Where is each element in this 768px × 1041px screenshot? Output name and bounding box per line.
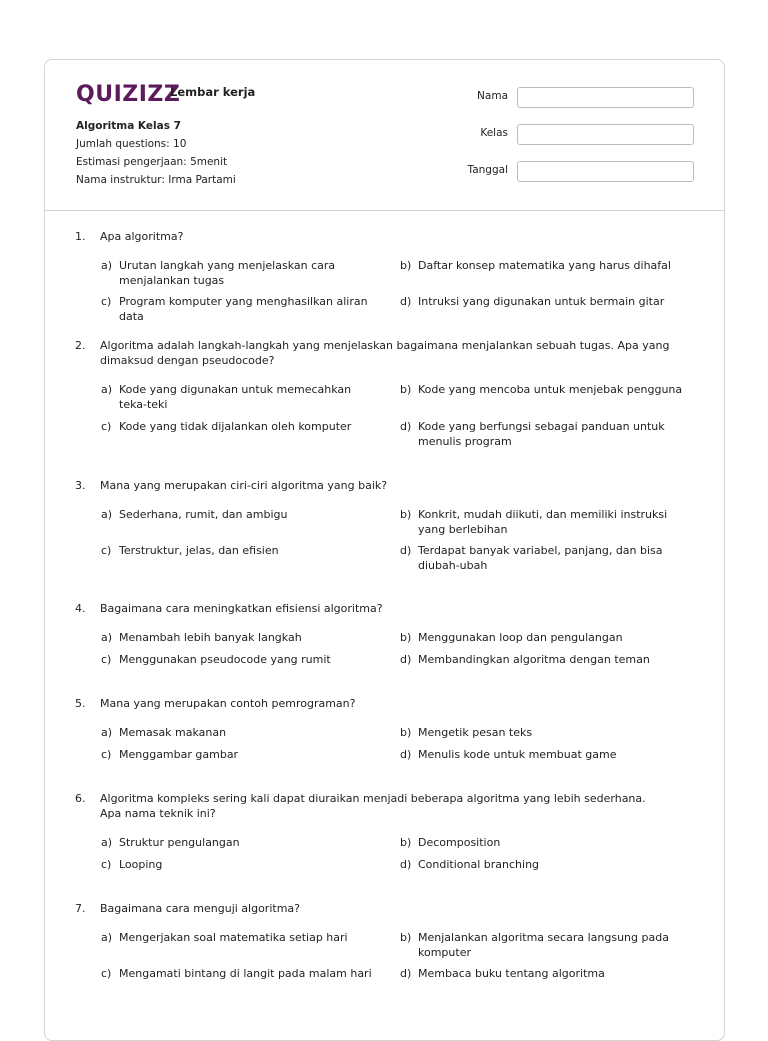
option-text: Sederhana, rumit, dan ambigu [119,508,288,521]
option-letter: b) [400,383,412,396]
option-letter: c) [101,653,112,666]
option-letter: c) [101,295,112,308]
option-text: Konkrit, mudah diikuti, dan memiliki instruksi yang berlebihan [418,508,668,536]
question-number: 7. [75,902,86,915]
question-text: Algoritma adalah langkah-langkah yang menjelaskan bagaimana menjalankan sebuah tugas. Apa yang dimaksud dengan pseudocode? [100,339,670,367]
option-text: Membandingkan algoritma dengan teman [418,653,650,666]
option-text: Membaca buku tentang algoritma [418,967,605,980]
option-letter: a) [101,383,113,396]
question-number: 6. [75,792,86,805]
question-number: 1. [75,230,86,243]
option-text: Mengamati bintang di langit pada malam hari [119,967,372,980]
option-letter: b) [400,726,412,739]
question-text: Mana yang merupakan ciri-ciri algoritma yang baik? [100,479,388,492]
question-count: Jumlah questions: 10 [76,138,187,150]
option-letter: a) [101,726,113,739]
option-letter: c) [101,858,112,871]
option-text: Menjalankan algoritma secara langsung pada komputer [418,931,669,959]
option-letter: b) [400,836,412,849]
option-text: Menambah lebih banyak langkah [119,631,302,644]
date-label: Tanggal [467,164,508,176]
name-field[interactable] [517,87,694,108]
option-text: Daftar konsep matematika yang harus dihafal [418,259,671,272]
option-letter: b) [400,508,412,521]
option-text: Mengetik pesan teks [418,726,533,739]
option-text: Decomposition [418,836,501,849]
name-label: Nama [477,90,508,102]
option-text: Urutan langkah yang menjelaskan cara menjalankan tugas [119,259,336,287]
option-letter: a) [101,259,113,272]
option-letter: b) [400,631,412,644]
option-text: Mengerjakan soal matematika setiap hari [119,931,348,944]
option-letter: d) [400,653,412,666]
option-letter: d) [400,295,412,308]
option-text: Struktur pengulangan [119,836,240,849]
option-letter: d) [400,967,412,980]
instructor-name: Nama instruktur: Irma Partami [76,174,236,186]
option-text: Kode yang digunakan untuk memecahkan teka-teki [119,383,352,411]
option-letter: a) [101,931,113,944]
question-text: Algoritma kompleks sering kali dapat diuraikan menjadi beberapa algoritma yang lebih sederhana. Apa nama teknik ini? [100,792,646,820]
option-text: Menggunakan pseudocode yang rumit [119,653,331,666]
question-number: 5. [75,697,86,710]
option-text: Kode yang berfungsi sebagai panduan untuk menulis program [418,420,665,448]
quizizz-logo: QUIZIZZ [76,82,181,107]
option-letter: a) [101,836,113,849]
question-number: 3. [75,479,86,492]
option-letter: b) [400,931,412,944]
option-letter: c) [101,544,112,557]
worksheet-header [45,60,724,211]
option-text: Conditional branching [418,858,540,871]
option-letter: d) [400,858,412,871]
option-text: Terdapat banyak variabel, panjang, dan bisa diubah-ubah [418,544,663,572]
option-text: Memasak makanan [119,726,227,739]
option-text: Intruksi yang digunakan untuk bermain gitar [418,295,665,308]
option-text: Program komputer yang menghasilkan aliran data [119,295,368,323]
option-letter: a) [101,508,113,521]
question-text: Bagaimana cara meningkatkan efisiensi algoritma? [100,602,383,615]
question-number: 2. [75,339,86,352]
worksheet-label: Lembar kerja [170,85,256,99]
date-field[interactable] [517,161,694,182]
option-letter: a) [101,631,113,644]
time-estimate: Estimasi pengerjaan: 5menit [76,156,228,168]
option-text: Menggunakan loop dan pengulangan [418,631,623,644]
class-field[interactable] [517,124,694,145]
option-letter: c) [101,967,112,980]
option-letter: d) [400,544,412,557]
option-text: Terstruktur, jelas, dan efisien [119,544,279,557]
worksheet-title: Algoritma Kelas 7 [76,120,181,132]
question-text: Bagaimana cara menguji algoritma? [100,902,300,915]
option-letter: b) [400,259,412,272]
question-text: Mana yang merupakan contoh pemrograman? [100,697,356,710]
option-text: Kode yang mencoba untuk menjebak pengguna [418,383,683,396]
option-text: Kode yang tidak dijalankan oleh komputer [119,420,352,433]
option-text: Looping [119,858,163,871]
class-label: Kelas [480,127,508,139]
option-letter: d) [400,420,412,433]
question-text: Apa algoritma? [100,230,184,243]
option-text: Menulis kode untuk membuat game [418,748,617,761]
option-letter: c) [101,420,112,433]
option-letter: c) [101,748,112,761]
question-number: 4. [75,602,86,615]
option-letter: d) [400,748,412,761]
option-text: Menggambar gambar [119,748,239,761]
